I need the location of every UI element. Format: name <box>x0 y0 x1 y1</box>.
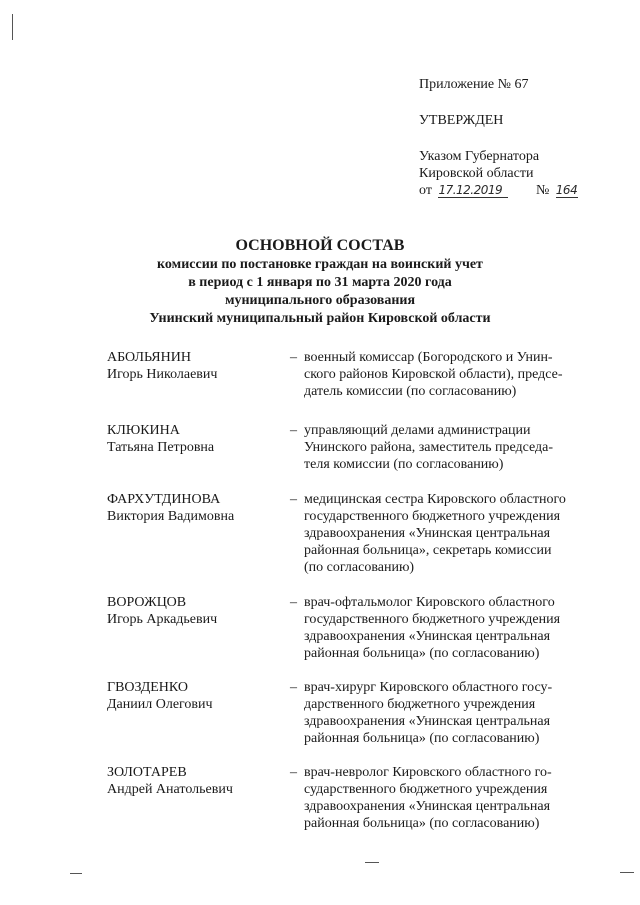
role-line: врач-офтальмолог Кировского областного <box>304 595 555 610</box>
member-role <box>304 349 587 400</box>
member-name <box>107 594 277 628</box>
from-label: от <box>419 183 432 198</box>
role-line: медицинская сестра Кировского областного <box>304 492 566 507</box>
role-line: районная больница» (по согласованию) <box>304 731 540 746</box>
role-line: сударственного бюджетного учреждения <box>304 782 548 797</box>
scan-mark <box>70 873 82 874</box>
decree-line-1: Указом Губернатора <box>419 149 540 164</box>
role-line: управляющий делами администрации <box>304 423 531 438</box>
member-name <box>107 422 277 456</box>
role-line: теля комиссии (по согласованию) <box>304 457 504 472</box>
approval-block <box>419 76 619 199</box>
member-surname: ГВОЗДЕНКО <box>107 680 189 695</box>
member-dash: – <box>290 765 297 780</box>
member-given-name: Даниил Олегович <box>107 697 213 712</box>
appendix-label: Приложение № 67 <box>419 77 529 92</box>
scan-mark <box>620 872 634 873</box>
decree-line-2: Кировской области <box>419 166 534 181</box>
scan-mark <box>12 14 13 40</box>
role-line: здравоохранения «Унинская центральная <box>304 629 551 644</box>
role-line: районная больница» (по согласованию) <box>304 646 540 661</box>
role-line: районная больница» (по согласованию) <box>304 816 540 831</box>
member-role <box>304 491 587 576</box>
title-line-3: муниципального образования <box>224 293 416 308</box>
title-line-1: комиссии по постановке граждан на воинский учет <box>157 257 483 272</box>
member-name <box>107 491 277 525</box>
role-line: врач-хирург Кировского областного госу- <box>304 680 553 695</box>
number-label: № <box>535 183 550 198</box>
handwritten-date: 17.12.2019 <box>438 184 508 198</box>
member-dash: – <box>290 595 297 610</box>
role-line: (по согласованию) <box>304 560 415 575</box>
member-given-name: Игорь Аркадьевич <box>107 612 218 627</box>
member-given-name: Татьяна Петровна <box>107 440 215 455</box>
handwritten-number: 164 <box>555 183 578 197</box>
member-given-name: Андрей Анатольевич <box>107 782 233 797</box>
member-surname: АБОЛЬЯНИН <box>107 350 191 365</box>
member-surname: ФАРХУТДИНОВА <box>107 492 221 507</box>
role-line: врач-невролог Кировского областного го- <box>304 765 552 780</box>
member-surname: ЗОЛОТАРЕВ <box>107 765 187 780</box>
member-role <box>304 679 587 747</box>
decree-date-number-row <box>419 182 619 199</box>
title-line-2: в период с 1 января по 31 марта 2020 года <box>188 275 452 290</box>
member-surname: КЛЮКИНА <box>107 423 180 438</box>
member-role <box>304 594 587 662</box>
member-role <box>304 764 587 832</box>
member-dash: – <box>290 492 297 507</box>
member-name <box>107 349 277 383</box>
member-name <box>107 764 277 798</box>
role-line: ского районов Кировской области), предсе- <box>304 367 563 382</box>
member-given-name: Виктория Вадимовна <box>107 509 235 524</box>
document-title <box>0 236 640 328</box>
member-dash: – <box>290 680 297 695</box>
role-line: датель комиссии (по согласованию) <box>304 384 517 399</box>
role-line: здравоохранения «Унинская центральная <box>304 526 551 541</box>
member-role <box>304 422 587 473</box>
role-line: дарственного бюджетного учреждения <box>304 697 536 712</box>
role-line: районная больница», секретарь комиссии <box>304 543 552 558</box>
role-line: государственного бюджетного учреждения <box>304 509 561 524</box>
role-line: Унинского района, заместитель председа- <box>304 440 554 455</box>
approved-label: УТВЕРЖДЕН <box>419 113 504 128</box>
title-line-4: Унинский муниципальный район Кировской области <box>149 311 491 326</box>
member-name <box>107 679 277 713</box>
role-line: здравоохранения «Унинская центральная <box>304 714 551 729</box>
role-line: здравоохранения «Унинская центральная <box>304 799 551 814</box>
title-main: ОСНОВНОЙ СОСТАВ <box>235 237 405 254</box>
member-surname: ВОРОЖЦОВ <box>107 595 187 610</box>
scan-mark <box>365 862 379 863</box>
member-dash: – <box>290 350 297 365</box>
member-given-name: Игорь Николаевич <box>107 367 218 382</box>
member-dash: – <box>290 423 297 438</box>
role-line: государственного бюджетного учреждения <box>304 612 561 627</box>
role-line: военный комиссар (Богородского и Унин- <box>304 350 553 365</box>
